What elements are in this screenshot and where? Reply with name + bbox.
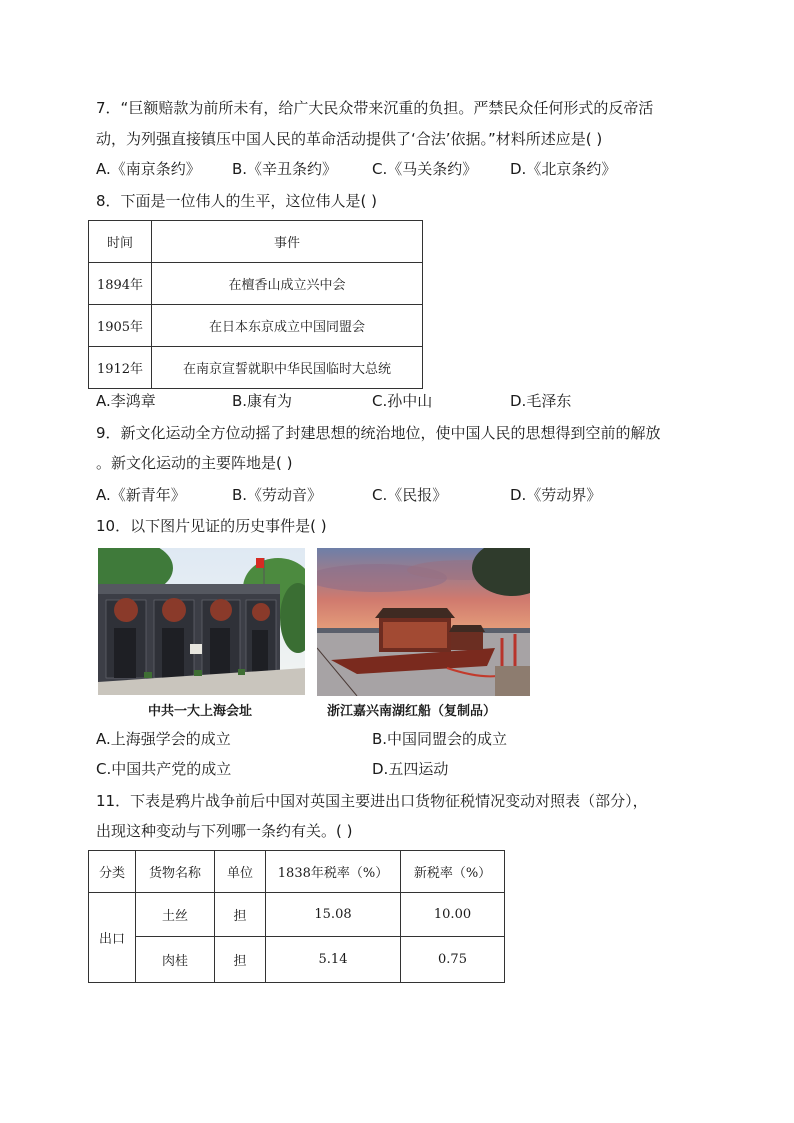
- q8-options: [96, 391, 736, 411]
- table-cell-goods: 土丝: [136, 893, 215, 937]
- table-cell-event: 在南京宣誓就职中华民国临时大总统: [152, 347, 423, 389]
- first-congress-site-photo: [98, 548, 305, 695]
- q9-option-c: C.《民报》: [372, 486, 448, 504]
- q11-stem-line2: 出现这种变动与下列哪一条约有关。( ): [96, 822, 353, 840]
- photo-caption-site: 中共一大上海会址: [148, 704, 253, 719]
- table-header-unit: 单位: [215, 851, 266, 893]
- red-boat-photo: [317, 548, 530, 696]
- q10-stem: 10．以下图片见证的历史事件是( ): [96, 517, 327, 535]
- table-header-rate-1838: 1838年税率（%）: [266, 851, 401, 893]
- q8-option-d: D.毛泽东: [510, 392, 572, 410]
- q9-stem-line1: 9．新文化运动全方位动摇了封建思想的统治地位，使中国人民的思想得到空前的解放: [96, 424, 661, 442]
- q11-stem-line1: 11．下表是鸦片战争前后中国对英国主要进出口货物征税情况变动对照表（部分），: [96, 792, 648, 810]
- q10-options-row1: [96, 729, 736, 749]
- table-cell-year: 1905年: [89, 305, 152, 347]
- q10-option-b: B.中国同盟会的成立: [372, 730, 508, 748]
- q7-option-a: A.《南京条约》: [96, 160, 201, 178]
- table-cell-year: 1912年: [89, 347, 152, 389]
- table-header-row: [89, 851, 505, 893]
- q7-option-c: C.《马关条约》: [372, 160, 478, 178]
- table-cell-new-rate: 10.00: [401, 893, 505, 937]
- q9-option-b: B.《劳动音》: [232, 486, 323, 504]
- q7-option-b: B.《辛丑条约》: [232, 160, 338, 178]
- q7-stem-line2: 动，为列强直接镇压中国人民的革命活动提供了‘合法’依据。”材料所述应是( ): [96, 130, 603, 148]
- q10-option-c: C.中国共产党的成立: [96, 760, 232, 778]
- q9-option-d: D.《劳动界》: [510, 486, 602, 504]
- table-row: [89, 347, 423, 389]
- table-header-time: 时间: [89, 221, 152, 263]
- photo-caption-boat: 浙江嘉兴南湖红船（复制品）: [327, 704, 497, 719]
- q8-stem: 8．下面是一位伟人的生平，这位伟人是( ): [96, 192, 378, 210]
- table-header-goods: 货物名称: [136, 851, 215, 893]
- table-cell-event: 在日本东京成立中国同盟会: [152, 305, 423, 347]
- table-row: [89, 263, 423, 305]
- q8-option-b: B.康有为: [232, 392, 293, 410]
- table-cell-goods: 肉桂: [136, 937, 215, 983]
- table-header-new-rate: 新税率（%）: [401, 851, 505, 893]
- table-row: [89, 893, 505, 937]
- table-cell-unit: 担: [215, 937, 266, 983]
- q8-table: [88, 220, 423, 389]
- table-row: [89, 937, 505, 983]
- q9-stem-line2: 。新文化运动的主要阵地是( ): [96, 454, 293, 472]
- q10-option-d: D.五四运动: [372, 760, 449, 778]
- table-cell-category: 出口: [89, 893, 136, 983]
- table-cell-rate-1838: 5.14: [266, 937, 401, 983]
- table-row: [89, 305, 423, 347]
- q9-option-a: A.《新青年》: [96, 486, 186, 504]
- table-cell-unit: 担: [215, 893, 266, 937]
- q9-options: [96, 485, 736, 505]
- table-header-row: [89, 221, 423, 263]
- table-cell-event: 在檀香山成立兴中会: [152, 263, 423, 305]
- q10-option-a: A.上海强学会的成立: [96, 730, 231, 748]
- table-cell-rate-1838: 15.08: [266, 893, 401, 937]
- table-header-event: 事件: [152, 221, 423, 263]
- q10-options-row2: [96, 759, 736, 779]
- table-header-category: 分类: [89, 851, 136, 893]
- table-cell-year: 1894年: [89, 263, 152, 305]
- q7-options: [96, 159, 736, 179]
- table-cell-new-rate: 0.75: [401, 937, 505, 983]
- q7-stem-line1: 7．“巨额赔款为前所未有，给广大民众带来沉重的负担。严禁民众任何形式的反帝活: [96, 99, 654, 117]
- q8-option-c: C.孙中山: [372, 392, 433, 410]
- q7-option-d: D.《北京条约》: [510, 160, 617, 178]
- q8-option-a: A.李鸿章: [96, 392, 156, 410]
- q11-table: [88, 850, 505, 983]
